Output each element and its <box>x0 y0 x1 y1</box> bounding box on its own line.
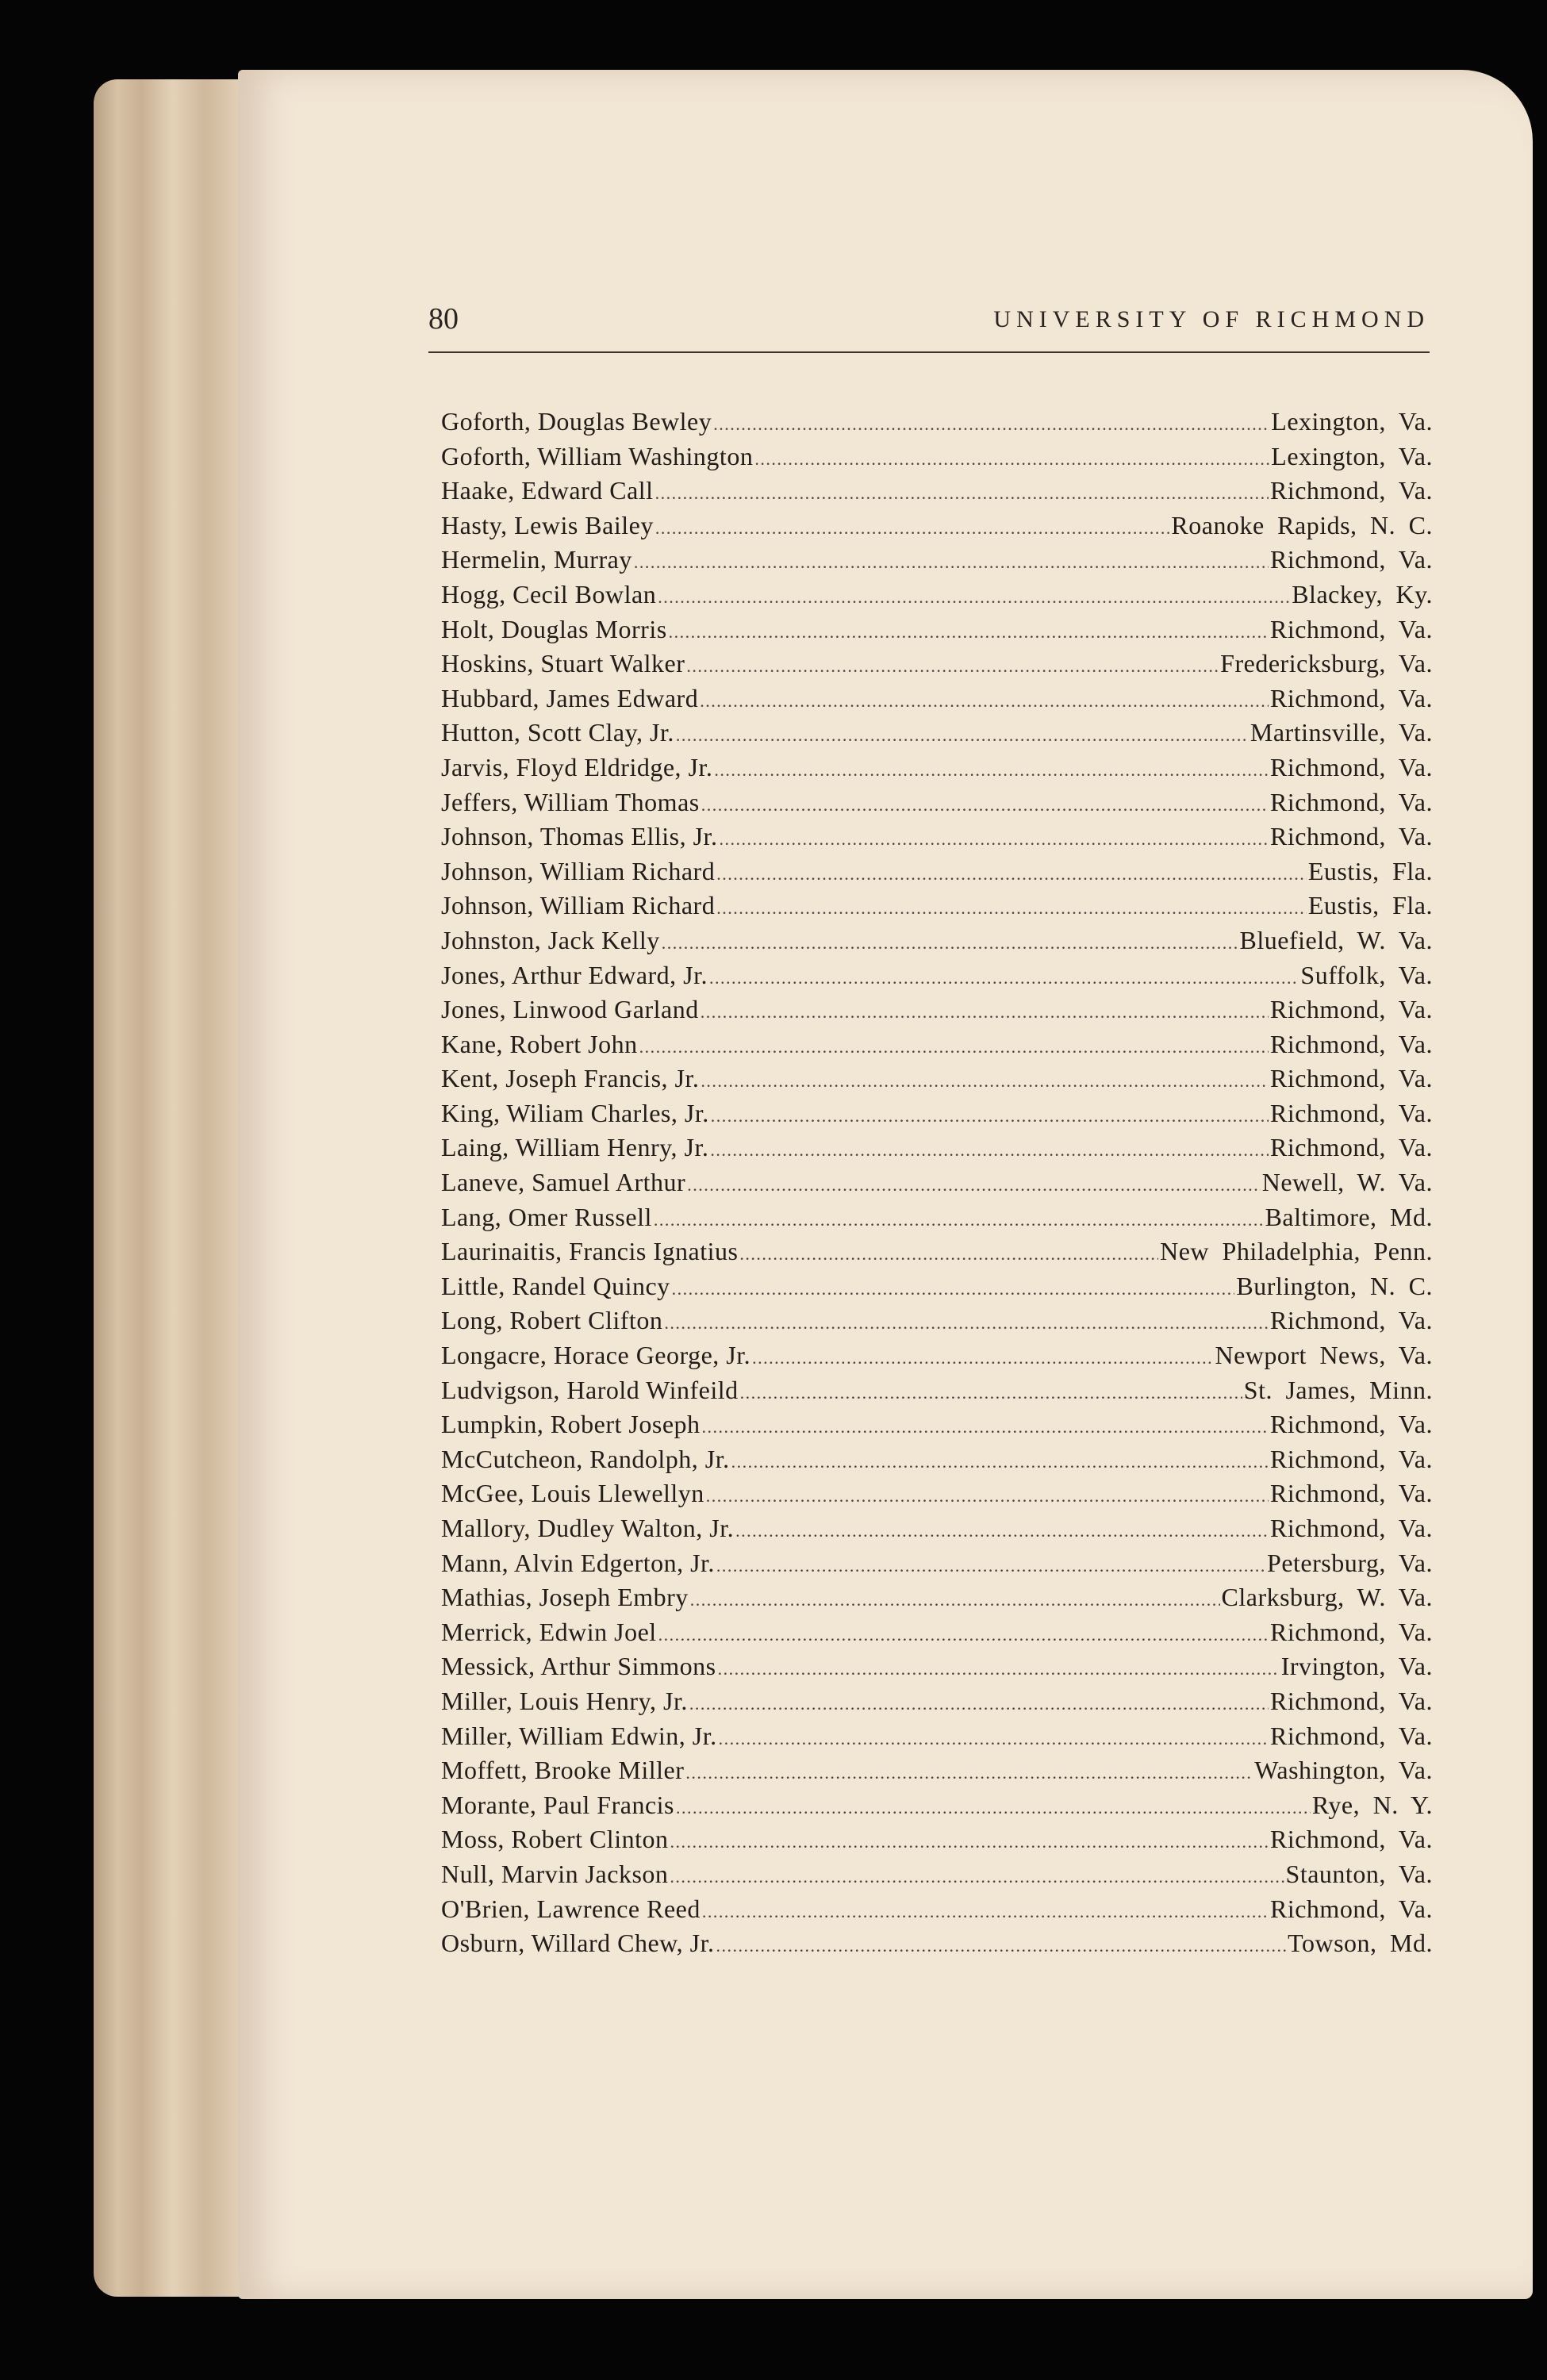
student-name: Null, Marvin Jackson <box>441 1859 669 1888</box>
dot-leader <box>700 681 1269 716</box>
hometown: Richmond, Va. <box>1269 1098 1433 1127</box>
roster-entry <box>441 1061 1433 1096</box>
hometown: Staunton, Va. <box>1285 1859 1433 1888</box>
hometown: Richmond, Va. <box>1269 1133 1433 1162</box>
hometown: Baltimore, Md. <box>1265 1202 1433 1231</box>
hometown: Clarksburg, W. Va. <box>1221 1583 1433 1612</box>
student-name: Ludvigson, Harold Winfeild <box>441 1375 739 1404</box>
student-name: King, Wiliam Charles, Jr. <box>441 1098 709 1127</box>
hometown: Richmond, Va. <box>1269 1825 1433 1854</box>
hometown: Roanoke Rapids, N. C. <box>1171 510 1433 539</box>
dot-leader <box>719 820 1269 854</box>
roster-entry <box>441 1753 1433 1788</box>
page-header <box>428 301 1430 346</box>
hometown: Richmond, Va. <box>1269 1514 1433 1542</box>
dot-leader <box>685 1753 1253 1788</box>
student-name: Miller, Louis Henry, Jr. <box>441 1686 688 1715</box>
dot-leader <box>702 1407 1269 1442</box>
student-name: Longacre, Horace George, Jr. <box>441 1341 751 1370</box>
student-name: Hutton, Scott Clay, Jr. <box>441 718 674 747</box>
student-roster <box>441 405 1433 1961</box>
student-name: Hoskins, Stuart Walker <box>441 649 685 678</box>
hometown: Newell, W. Va. <box>1261 1168 1433 1197</box>
hometown: Richmond, Va. <box>1269 787 1433 816</box>
dot-leader <box>662 923 1238 958</box>
dot-leader <box>706 1476 1269 1511</box>
dot-leader <box>686 647 1219 681</box>
hometown: Towson, Md. <box>1288 1929 1433 1958</box>
roster-entry <box>441 578 1433 612</box>
roster-entry <box>441 1649 1433 1684</box>
student-name: Hubbard, James Edward <box>441 683 699 712</box>
roster-entry <box>441 958 1433 993</box>
page-edges <box>94 79 252 2297</box>
roster-entry <box>441 1546 1433 1581</box>
hometown: Martinsville, Va. <box>1250 718 1433 747</box>
student-name: McCutcheon, Randolph, Jr. <box>441 1444 730 1473</box>
roster-entry <box>441 474 1433 509</box>
hometown: Richmond, Va. <box>1269 822 1433 851</box>
roster-entry <box>441 1719 1433 1754</box>
hometown: Richmond, Va. <box>1269 683 1433 712</box>
roster-entry <box>441 992 1433 1027</box>
student-name: Kent, Joseph Francis, Jr. <box>441 1064 700 1093</box>
dot-leader <box>658 1615 1269 1650</box>
roster-entry <box>441 1338 1433 1373</box>
roster-entry <box>441 854 1433 889</box>
hometown: New Philadelphia, Penn. <box>1160 1237 1433 1266</box>
hometown: Bluefield, W. Va. <box>1239 925 1433 954</box>
dot-leader <box>672 1269 1235 1304</box>
dot-leader <box>639 1027 1269 1062</box>
hometown: Irvington, Va. <box>1280 1652 1433 1681</box>
roster-entry <box>441 1130 1433 1165</box>
roster-entry <box>441 509 1433 543</box>
hometown: Richmond, Va. <box>1269 1029 1433 1058</box>
student-name: McGee, Louis Llewellyn <box>441 1479 704 1508</box>
student-name: Lumpkin, Robert Joseph <box>441 1410 701 1439</box>
roster-entry <box>441 716 1433 750</box>
roster-entry <box>441 1165 1433 1200</box>
student-name: Merrick, Edwin Joel <box>441 1617 657 1646</box>
dot-leader <box>634 543 1269 578</box>
hometown: Newport News, Va. <box>1215 1341 1433 1370</box>
dot-leader <box>739 1234 1158 1269</box>
roster-entry <box>441 440 1433 474</box>
dot-leader <box>752 1338 1213 1373</box>
student-name: Moffett, Brooke Miller <box>441 1756 685 1785</box>
student-name: Johnson, Thomas Ellis, Jr. <box>441 822 718 851</box>
dot-leader <box>701 1061 1269 1096</box>
student-name: Laing, William Henry, Jr. <box>441 1133 709 1162</box>
hometown: Richmond, Va. <box>1269 545 1433 574</box>
roster-entry <box>441 1892 1433 1927</box>
hometown: Fredericksburg, Va. <box>1220 649 1433 678</box>
student-name: Hogg, Cecil Bowlan <box>441 579 657 608</box>
dot-leader <box>658 578 1290 612</box>
roster-entry <box>441 681 1433 716</box>
dot-leader <box>690 1580 1220 1615</box>
dot-leader <box>754 440 1269 474</box>
hometown: Richmond, Va. <box>1269 995 1433 1024</box>
roster-entry <box>441 750 1433 785</box>
roster-entry <box>441 1788 1433 1823</box>
student-name: Messick, Arthur Simmons <box>441 1652 716 1681</box>
roster-entry <box>441 1822 1433 1857</box>
dot-leader <box>716 889 1307 923</box>
roster-entry <box>441 405 1433 440</box>
student-name: O'Brien, Lawrence Reed <box>441 1894 701 1923</box>
header-rule <box>428 351 1430 353</box>
dot-leader <box>709 958 1299 993</box>
dot-leader <box>713 405 1269 440</box>
hometown: Richmond, Va. <box>1269 1686 1433 1715</box>
roster-entry <box>441 1580 1433 1615</box>
student-name: Johnston, Jack Kelly <box>441 925 660 954</box>
roster-entry <box>441 1373 1433 1408</box>
roster-entry <box>441 1027 1433 1062</box>
hometown: Suffolk, Va. <box>1300 960 1433 989</box>
student-name: Moss, Robert Clinton <box>441 1825 669 1854</box>
student-name: Hasty, Lewis Bailey <box>441 510 654 539</box>
hometown: Richmond, Va. <box>1269 1479 1433 1508</box>
student-name: Mann, Alvin Edgerton, Jr. <box>441 1548 715 1577</box>
student-name: Mallory, Dudley Walton, Jr. <box>441 1514 735 1542</box>
dot-leader <box>740 1373 1242 1408</box>
student-name: Laurinaitis, Francis Ignatius <box>441 1237 739 1266</box>
dot-leader <box>670 1822 1269 1857</box>
roster-entry <box>441 612 1433 647</box>
dot-leader <box>689 1684 1269 1719</box>
hometown: Lexington, Va. <box>1271 441 1433 470</box>
roster-entry <box>441 1234 1433 1269</box>
hometown: Richmond, Va. <box>1269 1894 1433 1923</box>
hometown: Burlington, N. C. <box>1236 1271 1433 1300</box>
student-name: Hermelin, Murray <box>441 545 632 574</box>
dot-leader <box>676 716 1249 750</box>
roster-entry <box>441 1926 1433 1961</box>
student-name: Haake, Edward Call <box>441 476 654 505</box>
hometown: Richmond, Va. <box>1269 1444 1433 1473</box>
student-name: Jarvis, Floyd Eldridge, Jr. <box>441 752 713 781</box>
hometown: Blackey, Ky. <box>1292 579 1433 608</box>
roster-entry <box>441 1303 1433 1338</box>
student-name: Kane, Robert John <box>441 1029 638 1058</box>
student-name: Lang, Omer Russell <box>441 1202 652 1231</box>
dot-leader <box>655 474 1269 509</box>
roster-entry <box>441 1200 1433 1235</box>
dot-leader <box>716 1546 1265 1581</box>
student-name: Osburn, Willard Chew, Jr. <box>441 1929 715 1958</box>
dot-leader <box>701 785 1269 820</box>
hometown: Richmond, Va. <box>1269 614 1433 643</box>
roster-entry <box>441 1442 1433 1477</box>
dot-leader <box>714 750 1269 785</box>
hometown: Richmond, Va. <box>1269 1617 1433 1646</box>
roster-entry <box>441 1096 1433 1131</box>
dot-leader <box>701 992 1269 1027</box>
student-name: Laneve, Samuel Arthur <box>441 1168 686 1197</box>
roster-entry <box>441 923 1433 958</box>
dot-leader <box>731 1442 1269 1477</box>
student-name: Jeffers, William Thomas <box>441 787 700 816</box>
hometown: St. James, Minn. <box>1243 1375 1433 1404</box>
hometown: Petersburg, Va. <box>1267 1548 1433 1577</box>
dot-leader <box>687 1165 1261 1200</box>
dot-leader <box>676 1788 1311 1823</box>
student-name: Goforth, Douglas Bewley <box>441 407 712 436</box>
roster-entry <box>441 647 1433 681</box>
dot-leader <box>655 509 1170 543</box>
dot-leader <box>718 1649 1280 1684</box>
hometown: Richmond, Va. <box>1269 1306 1433 1335</box>
dot-leader <box>670 1857 1284 1892</box>
dot-leader <box>719 1719 1269 1754</box>
student-name: Johnson, William Richard <box>441 856 716 885</box>
student-name: Long, Robert Clifton <box>441 1306 663 1335</box>
student-name: Johnson, William Richard <box>441 891 716 920</box>
student-name: Goforth, William Washington <box>441 441 754 470</box>
student-name: Mathias, Joseph Embry <box>441 1583 689 1612</box>
roster-entry <box>441 785 1433 820</box>
student-name: Morante, Paul Francis <box>441 1790 674 1819</box>
roster-entry <box>441 543 1433 578</box>
roster-entry <box>441 1684 1433 1719</box>
roster-entry <box>441 889 1433 923</box>
dot-leader <box>669 612 1269 647</box>
dot-leader <box>710 1130 1269 1165</box>
dot-leader <box>664 1303 1269 1338</box>
hometown: Richmond, Va. <box>1269 752 1433 781</box>
roster-entry <box>441 1407 1433 1442</box>
hometown: Eustis, Fla. <box>1307 856 1433 885</box>
dot-leader <box>654 1200 1264 1235</box>
running-head: UNIVERSITY OF RICHMOND <box>993 306 1430 332</box>
hometown: Lexington, Va. <box>1271 407 1433 436</box>
dot-leader <box>702 1892 1269 1927</box>
dot-leader <box>711 1096 1269 1131</box>
student-name: Jones, Arthur Edward, Jr. <box>441 960 708 989</box>
student-name: Miller, William Edwin, Jr. <box>441 1721 717 1750</box>
hometown: Richmond, Va. <box>1269 1410 1433 1439</box>
roster-entry <box>441 820 1433 854</box>
hometown: Washington, Va. <box>1254 1756 1433 1785</box>
hometown: Richmond, Va. <box>1269 476 1433 505</box>
roster-entry <box>441 1615 1433 1650</box>
roster-entry <box>441 1857 1433 1892</box>
roster-entry <box>441 1269 1433 1304</box>
roster-entry <box>441 1476 1433 1511</box>
student-name: Little, Randel Quincy <box>441 1271 670 1300</box>
student-name: Jones, Linwood Garland <box>441 995 699 1024</box>
roster-entry <box>441 1511 1433 1546</box>
hometown: Richmond, Va. <box>1269 1721 1433 1750</box>
page-number: 80 <box>428 302 459 336</box>
hometown: Eustis, Fla. <box>1307 891 1433 920</box>
hometown: Richmond, Va. <box>1269 1064 1433 1093</box>
dot-leader <box>716 854 1307 889</box>
hometown: Rye, N. Y. <box>1311 1790 1433 1819</box>
dot-leader <box>716 1926 1287 1961</box>
student-name: Holt, Douglas Morris <box>441 614 667 643</box>
dot-leader <box>735 1511 1269 1546</box>
